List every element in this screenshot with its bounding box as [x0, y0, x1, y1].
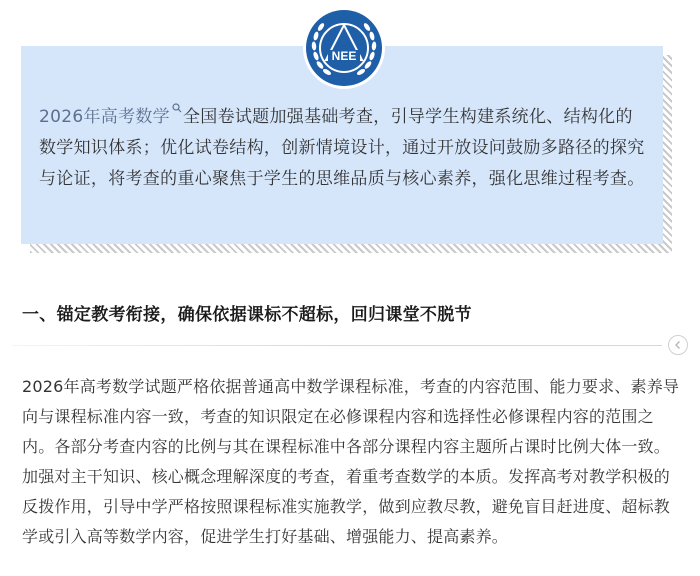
summary-body: 全国卷试题加强基础考查，引导学生构建系统化、结构化的数学知识体系；优化试卷结构，创新情境设计，通过开放设问鼓励多路径的探究与论证，将考查的重心聚焦于学生的思维品质与核心素养，强化思维过程考查。 [39, 107, 645, 189]
divider [12, 345, 662, 346]
summary-text [39, 102, 645, 195]
chevron-left-icon [673, 340, 683, 350]
section-heading: 一、锚定教考衔接，确保依据课标不超标，回归课堂不脱节 [22, 305, 472, 325]
section-paragraph: 2026年高考数学试题严格依据普通高中数学课程标准，考查的内容范围、能力要求、素养导向与课程标准内容一致，考查的知识限定在必修课程内容和选择性必修课程内容的范围之内。各部分考查内容的比例与其在课程标准中各部分课程内容主题所占课时比例大体一致。加强对主干知识、核心概念理解深度的考查，着重考查数学的本质。发挥高考对教学积极的反拨作用，引导中学严格按照课程标准实施教学，做到应教尽教，避免盲目赶进度、超标教学或引入高等数学内容，促进学生打好基础、增强能力、提高素养。 [22, 377, 680, 546]
scroll-left-button[interactable] [668, 335, 688, 355]
nee-emblem-icon [302, 6, 386, 90]
keyword-link[interactable]: 2026年高考数学 [39, 107, 170, 127]
logo-text: NEE [331, 49, 357, 63]
search-icon[interactable] [172, 103, 182, 113]
